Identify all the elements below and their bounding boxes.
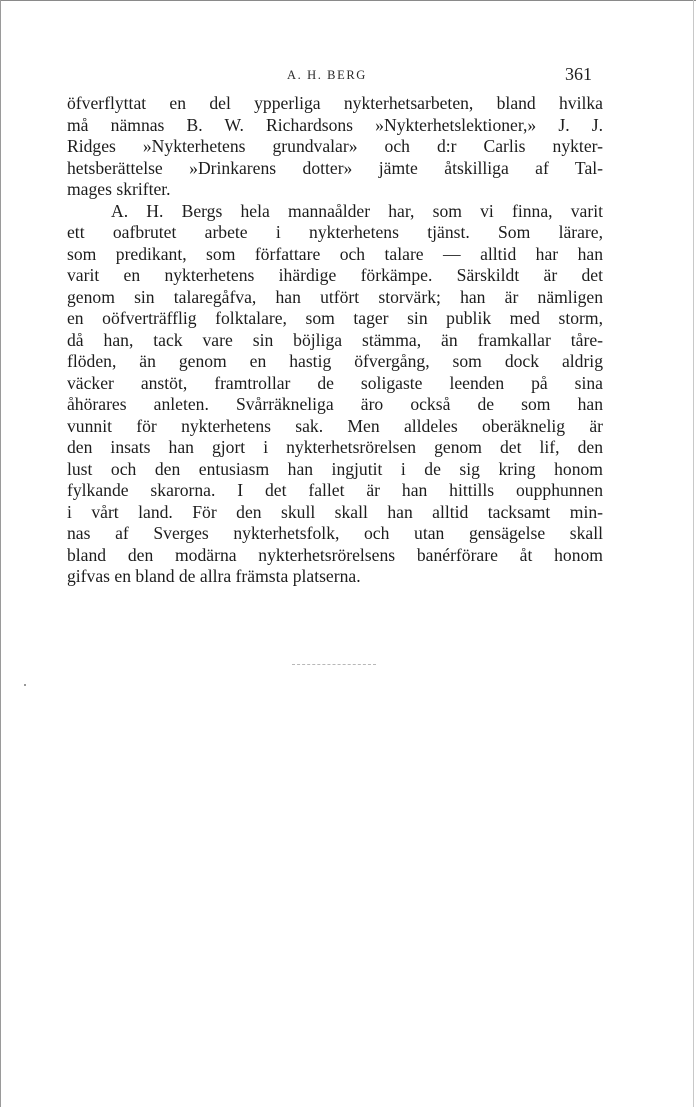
text-line: öfverflyttat en del ypperliga nykterhetsarbeten, bland hvilka (67, 93, 603, 113)
text-line: nas af Sverges nykterhetsfolk, och utan gensägelse skall (67, 523, 603, 543)
scan-edge-left (0, 0, 1, 1107)
text-line: flöden, än genom en hastig öfvergång, som dock aldrig (67, 351, 603, 371)
text-line: den insats han gjort i nykterhetsrörelsen genom det lif, den (67, 437, 603, 457)
paragraph-2 (67, 201, 603, 588)
text-line: varit en nykterhetens ihärdige förkämpe. Särskildt är det (67, 265, 603, 285)
text-block (67, 93, 603, 588)
text-line: som predikant, som författare och talare — alltid har han (67, 243, 603, 264)
text-line: Ridges »Nykterhetens grundvalar» och d:r Carlis nykter- (67, 136, 603, 156)
scan-edge-top (0, 0, 696, 1)
text-line: en oöfverträfflig folktalare, som tager sin publik med storm, (67, 308, 603, 328)
text-line: åhörares anleten. Svårräkneliga äro också de som han (67, 394, 603, 414)
text-line: mages skrifter. (67, 179, 171, 199)
text-line: väcker anstöt, framtrollar de soligaste leenden på sina (67, 372, 603, 393)
scan-edge-right (693, 0, 694, 1107)
text-line: A. H. Bergs hela mannaålder har, som vi finna, varit (111, 200, 603, 221)
text-line: då han, tack vare sin böjliga stämma, än framkallar tåre- (67, 329, 603, 350)
running-title: A. H. BERG (287, 68, 367, 82)
text-line: i vårt land. För den skull skall han alltid tacksamt min- (67, 501, 603, 522)
text-line: må nämnas B. W. Richardsons »Nykterhetslektioner,» J. J. (67, 114, 603, 135)
page-number: 361 (565, 64, 592, 84)
text-line: gifvas en bland de allra främsta platserna. (67, 566, 361, 586)
text-line: lust och den entusiasm han ingjutit i de sig kring honom (67, 458, 603, 479)
text-line: hetsberättelse »Drinkarens dotter» jämte åtskilliga af Tal- (67, 157, 603, 178)
paragraph-1 (67, 93, 603, 201)
ornament-rule (292, 664, 376, 666)
scan-speck (24, 684, 26, 686)
text-line: ett oafbrutet arbete i nykterhetens tjänst. Som lärare, (67, 222, 603, 242)
text-line: bland den modärna nykterhetsrörelsens banérförare åt honom (67, 544, 603, 565)
text-line: fylkande skarorna. I det fallet är han hittills oupphunnen (67, 480, 603, 500)
running-head (0, 64, 696, 86)
text-line: vunnit för nykterhetens sak. Men alldeles oberäknelig är (67, 415, 603, 436)
text-line: genom sin talaregåfva, han utfört storvärk; han är nämligen (67, 286, 603, 307)
